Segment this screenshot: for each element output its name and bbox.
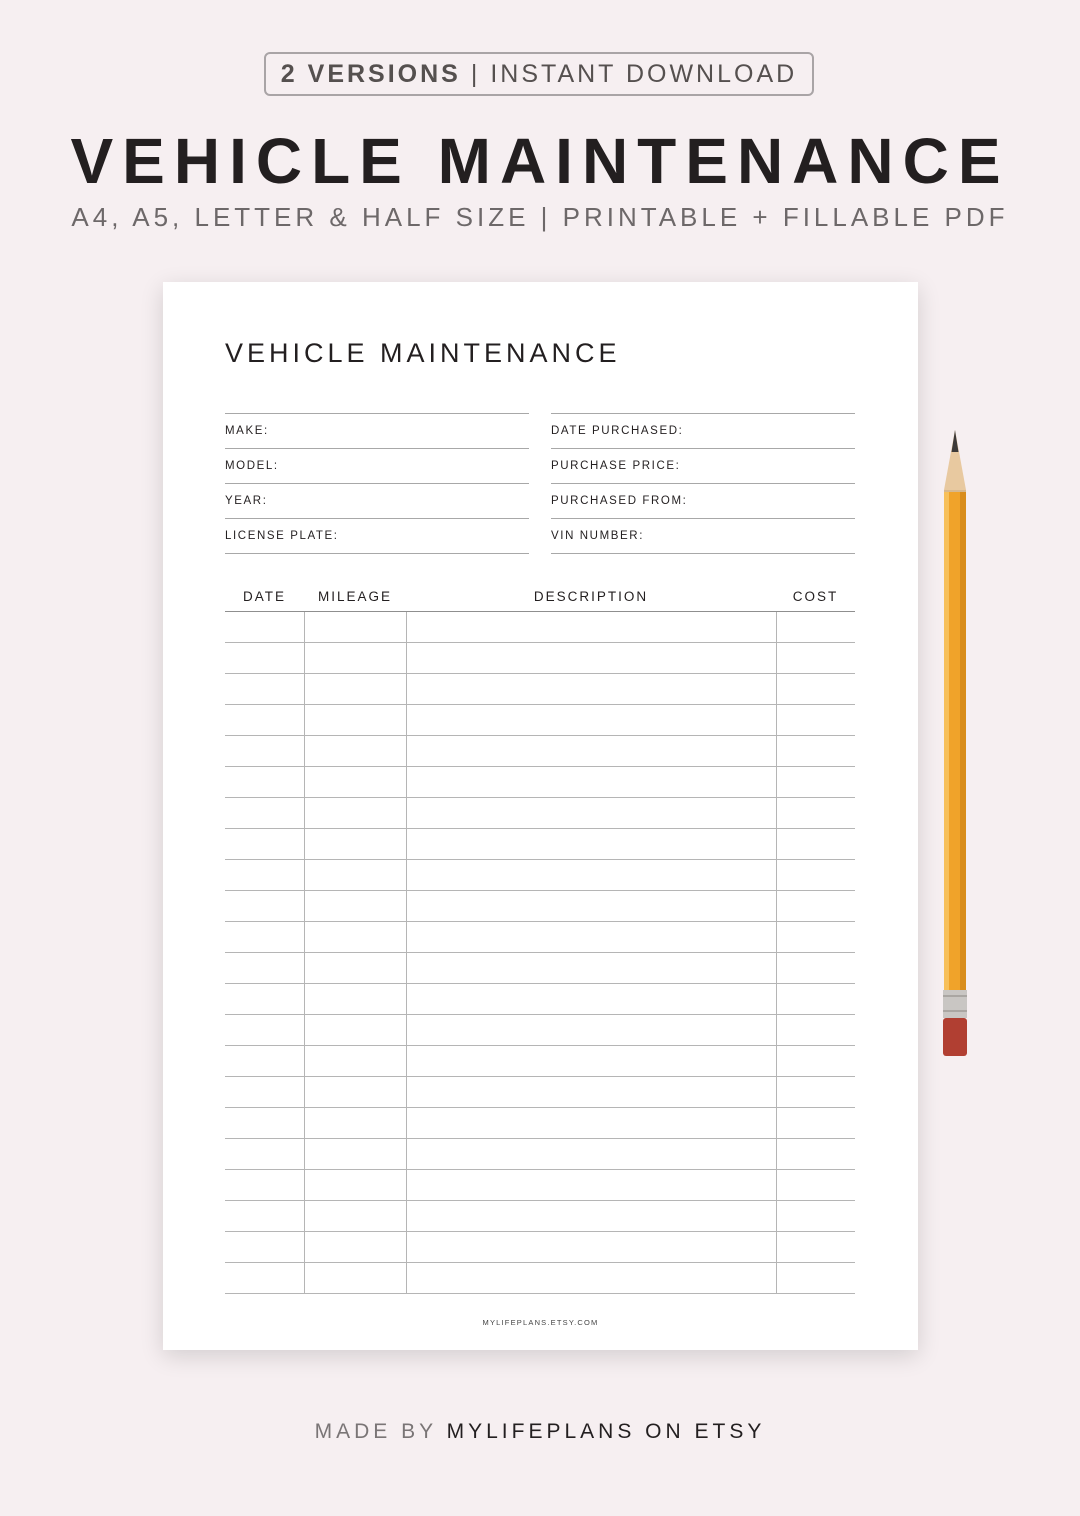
table-cell[interactable] [304, 1046, 406, 1077]
table-cell[interactable] [304, 1201, 406, 1232]
table-row [225, 953, 855, 984]
badge-versions: 2 VERSIONS [280, 59, 461, 88]
table-cell[interactable] [406, 860, 776, 891]
header-badge [264, 52, 814, 96]
pencil-icon [936, 428, 976, 1060]
field-vin-number[interactable]: VIN NUMBER: [551, 518, 855, 554]
table-row [225, 922, 855, 953]
table-row [225, 860, 855, 891]
table-cell[interactable] [225, 1232, 304, 1263]
table-row [225, 612, 855, 643]
table-row [225, 1263, 855, 1294]
shop-name: MYLIFEPLANS ON ETSY [446, 1420, 766, 1443]
table-cell[interactable] [776, 767, 855, 798]
table-cell[interactable] [406, 643, 776, 674]
vehicle-fields-right [551, 413, 855, 554]
table-cell[interactable] [225, 705, 304, 736]
table-row [225, 1108, 855, 1139]
table-cell[interactable] [406, 1015, 776, 1046]
table-cell[interactable] [776, 1015, 855, 1046]
table-cell[interactable] [776, 1046, 855, 1077]
table-row [225, 767, 855, 798]
table-row [225, 643, 855, 674]
table-cell[interactable] [304, 922, 406, 953]
table-row [225, 984, 855, 1015]
table-row [225, 1077, 855, 1108]
table-cell[interactable] [776, 891, 855, 922]
table-cell[interactable] [406, 674, 776, 705]
table-row [225, 1232, 855, 1263]
field-purchase-price[interactable]: PURCHASE PRICE: [551, 448, 855, 483]
table-cell[interactable] [225, 1139, 304, 1170]
table-cell[interactable] [406, 705, 776, 736]
table-cell[interactable] [406, 1046, 776, 1077]
table-cell[interactable] [776, 705, 855, 736]
table-cell[interactable] [776, 984, 855, 1015]
table-cell[interactable] [776, 1108, 855, 1139]
table-cell[interactable] [304, 953, 406, 984]
table-cell[interactable] [406, 1108, 776, 1139]
table-row [225, 891, 855, 922]
sheet-title: VEHICLE MAINTENANCE [225, 338, 621, 368]
table-cell[interactable] [406, 1201, 776, 1232]
made-by-credit [0, 1420, 1080, 1444]
table-cell[interactable] [776, 1232, 855, 1263]
table-cell[interactable] [225, 1201, 304, 1232]
table-cell[interactable] [776, 922, 855, 953]
table-row [225, 1201, 855, 1232]
table-cell[interactable] [776, 1201, 855, 1232]
table-cell[interactable] [304, 1139, 406, 1170]
badge-instant-download: INSTANT DOWNLOAD [490, 59, 798, 88]
made-by-label: MADE BY [314, 1420, 437, 1443]
table-cell[interactable] [776, 829, 855, 860]
table-cell[interactable] [406, 891, 776, 922]
subtitle: A4, A5, LETTER & HALF SIZE | PRINTABLE + FILLABLE PDF [71, 202, 1009, 232]
col-date: DATE [225, 582, 304, 612]
table-cell[interactable] [406, 1077, 776, 1108]
table-cell[interactable] [406, 1139, 776, 1170]
main-title: VEHICLE MAINTENANCE [70, 125, 1010, 197]
table-cell[interactable] [304, 612, 406, 643]
table-row [225, 705, 855, 736]
table-cell[interactable] [225, 1046, 304, 1077]
table-cell[interactable] [225, 643, 304, 674]
table-cell[interactable] [304, 643, 406, 674]
table-cell[interactable] [304, 1108, 406, 1139]
table-cell[interactable] [304, 891, 406, 922]
table-cell[interactable] [225, 1077, 304, 1108]
field-model[interactable]: MODEL: [225, 448, 529, 483]
table-cell[interactable] [225, 953, 304, 984]
table-cell[interactable] [776, 1170, 855, 1201]
badge-separator: | [470, 59, 481, 88]
table-cell[interactable] [406, 922, 776, 953]
table-cell[interactable] [225, 736, 304, 767]
table-cell[interactable] [225, 860, 304, 891]
table-cell[interactable] [225, 798, 304, 829]
table-cell[interactable] [776, 612, 855, 643]
table-cell[interactable] [225, 922, 304, 953]
table-cell[interactable] [776, 674, 855, 705]
table-cell[interactable] [406, 1232, 776, 1263]
field-year[interactable]: YEAR: [225, 483, 529, 518]
table-cell[interactable] [406, 953, 776, 984]
table-cell[interactable] [776, 1077, 855, 1108]
table-row [225, 674, 855, 705]
table-header-row [225, 582, 855, 612]
table-cell[interactable] [304, 736, 406, 767]
field-license-plate[interactable]: LICENSE PLATE: [225, 518, 529, 554]
field-date-purchased[interactable]: DATE PURCHASED: [551, 413, 855, 448]
table-cell[interactable] [776, 1263, 855, 1294]
table-cell[interactable] [225, 612, 304, 643]
field-make[interactable]: MAKE: [225, 413, 529, 448]
table-cell[interactable] [406, 984, 776, 1015]
table-cell[interactable] [304, 860, 406, 891]
table-cell[interactable] [304, 1170, 406, 1201]
table-cell[interactable] [304, 767, 406, 798]
table-cell[interactable] [304, 1263, 406, 1294]
table-cell[interactable] [225, 829, 304, 860]
log-rows [225, 612, 855, 1294]
table-cell[interactable] [776, 736, 855, 767]
table-row [225, 1170, 855, 1201]
table-row [225, 1139, 855, 1170]
table-cell[interactable] [304, 798, 406, 829]
table-row [225, 1046, 855, 1077]
table-cell[interactable] [776, 953, 855, 984]
col-cost: COST [776, 582, 855, 612]
table-cell[interactable] [225, 674, 304, 705]
table-cell[interactable] [304, 705, 406, 736]
table-cell[interactable] [225, 1015, 304, 1046]
table-cell[interactable] [406, 829, 776, 860]
col-mileage: MILEAGE [304, 582, 406, 612]
table-cell[interactable] [406, 798, 776, 829]
table-cell[interactable] [304, 1232, 406, 1263]
table-cell[interactable] [225, 1108, 304, 1139]
table-row [225, 829, 855, 860]
table-row [225, 798, 855, 829]
table-cell[interactable] [776, 1139, 855, 1170]
table-cell[interactable] [776, 643, 855, 674]
sheet-footer-url: MYLIFEPLANS.ETSY.COM [482, 1318, 599, 1327]
col-description: DESCRIPTION [406, 582, 776, 612]
planner-sheet [163, 282, 918, 1350]
vehicle-fields-left [225, 413, 529, 554]
maintenance-log-table [225, 582, 855, 1294]
table-cell[interactable] [225, 1263, 304, 1294]
table-row [225, 1015, 855, 1046]
table-cell[interactable] [304, 829, 406, 860]
table-cell[interactable] [776, 798, 855, 829]
table-cell[interactable] [225, 767, 304, 798]
table-cell[interactable] [776, 860, 855, 891]
table-cell[interactable] [406, 767, 776, 798]
table-cell[interactable] [304, 1077, 406, 1108]
table-cell[interactable] [304, 984, 406, 1015]
table-cell[interactable] [225, 1170, 304, 1201]
table-cell[interactable] [304, 674, 406, 705]
field-purchased-from[interactable]: PURCHASED FROM: [551, 483, 855, 518]
table-cell[interactable] [304, 1015, 406, 1046]
table-cell[interactable] [406, 612, 776, 643]
table-cell[interactable] [406, 1170, 776, 1201]
table-cell[interactable] [406, 736, 776, 767]
table-cell[interactable] [406, 1263, 776, 1294]
table-cell[interactable] [225, 891, 304, 922]
table-row [225, 736, 855, 767]
table-cell[interactable] [225, 984, 304, 1015]
